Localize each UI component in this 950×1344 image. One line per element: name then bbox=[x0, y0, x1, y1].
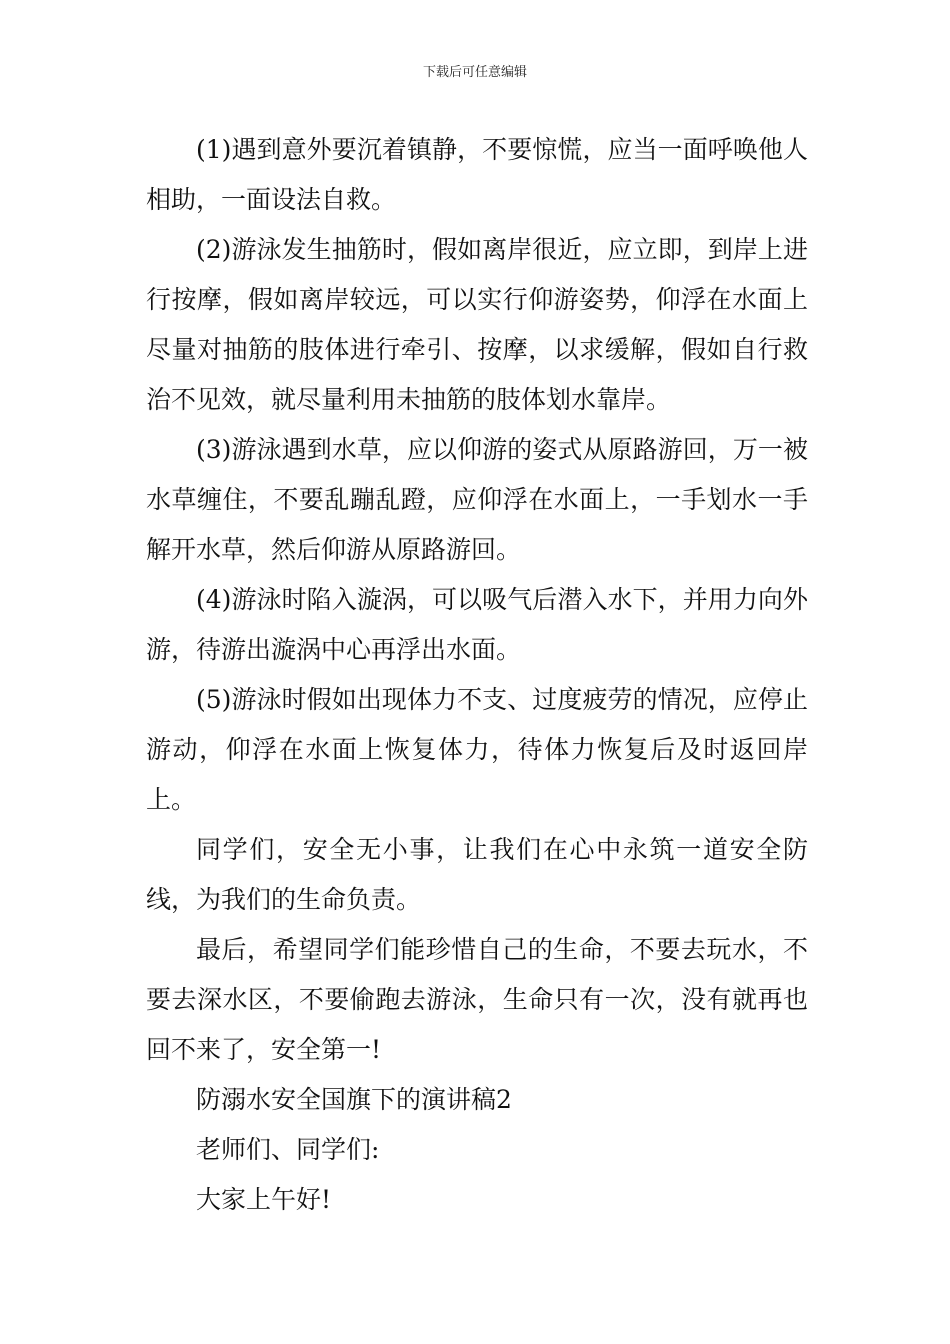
paragraph-tip-2: (2)游泳发生抽筋时，假如离岸很近，应立即，到岸上进行按摩，假如离岸较远，可以实行仰游姿势，仰浮在水面上尽量对抽筋的肢体进行牵引、按摩，以求缓解，假如自行救治不见效，就尽量利用未抽筋的肢体划水靠岸。 bbox=[146, 235, 808, 414]
paragraph-tip-5: (5)游泳时假如出现体力不支、过度疲劳的情况，应停止游动，仰浮在水面上恢复体力，待体力恢复后及时返回岸上。 bbox=[146, 685, 808, 814]
paragraph-conclusion: 最后，希望同学们能珍惜自己的生命，不要去玩水，不要去深水区，不要偷跑去游泳，生命只有一次，没有就再也回不来了，安全第一! bbox=[146, 935, 808, 1064]
paragraph-tip-3: (3)游泳遇到水草，应以仰游的姿式从原路游回，万一被水草缠住，不要乱蹦乱蹬，应仰浮在水面上，一手划水一手解开水草，然后仰游从原路游回。 bbox=[146, 435, 808, 564]
greeting: 大家上午好! bbox=[196, 1185, 332, 1214]
paragraph-tip-4: (4)游泳时陷入漩涡，可以吸气后潜入水下，并用力向外游，待游出漩涡中心再浮出水面。 bbox=[146, 585, 808, 664]
document-body bbox=[146, 125, 808, 1225]
paragraph-tip-1: (1)遇到意外要沉着镇静，不要惊慌，应当一面呼唤他人相助，一面设法自救。 bbox=[146, 135, 808, 214]
page-header: 下载后可任意编辑 bbox=[422, 65, 527, 80]
salutation: 老师们、同学们: bbox=[196, 1135, 380, 1164]
section-title: 防溺水安全国旗下的演讲稿2 bbox=[196, 1085, 512, 1114]
paragraph-safety-call: 同学们，安全无小事，让我们在心中永筑一道安全防线，为我们的生命负责。 bbox=[146, 835, 808, 914]
